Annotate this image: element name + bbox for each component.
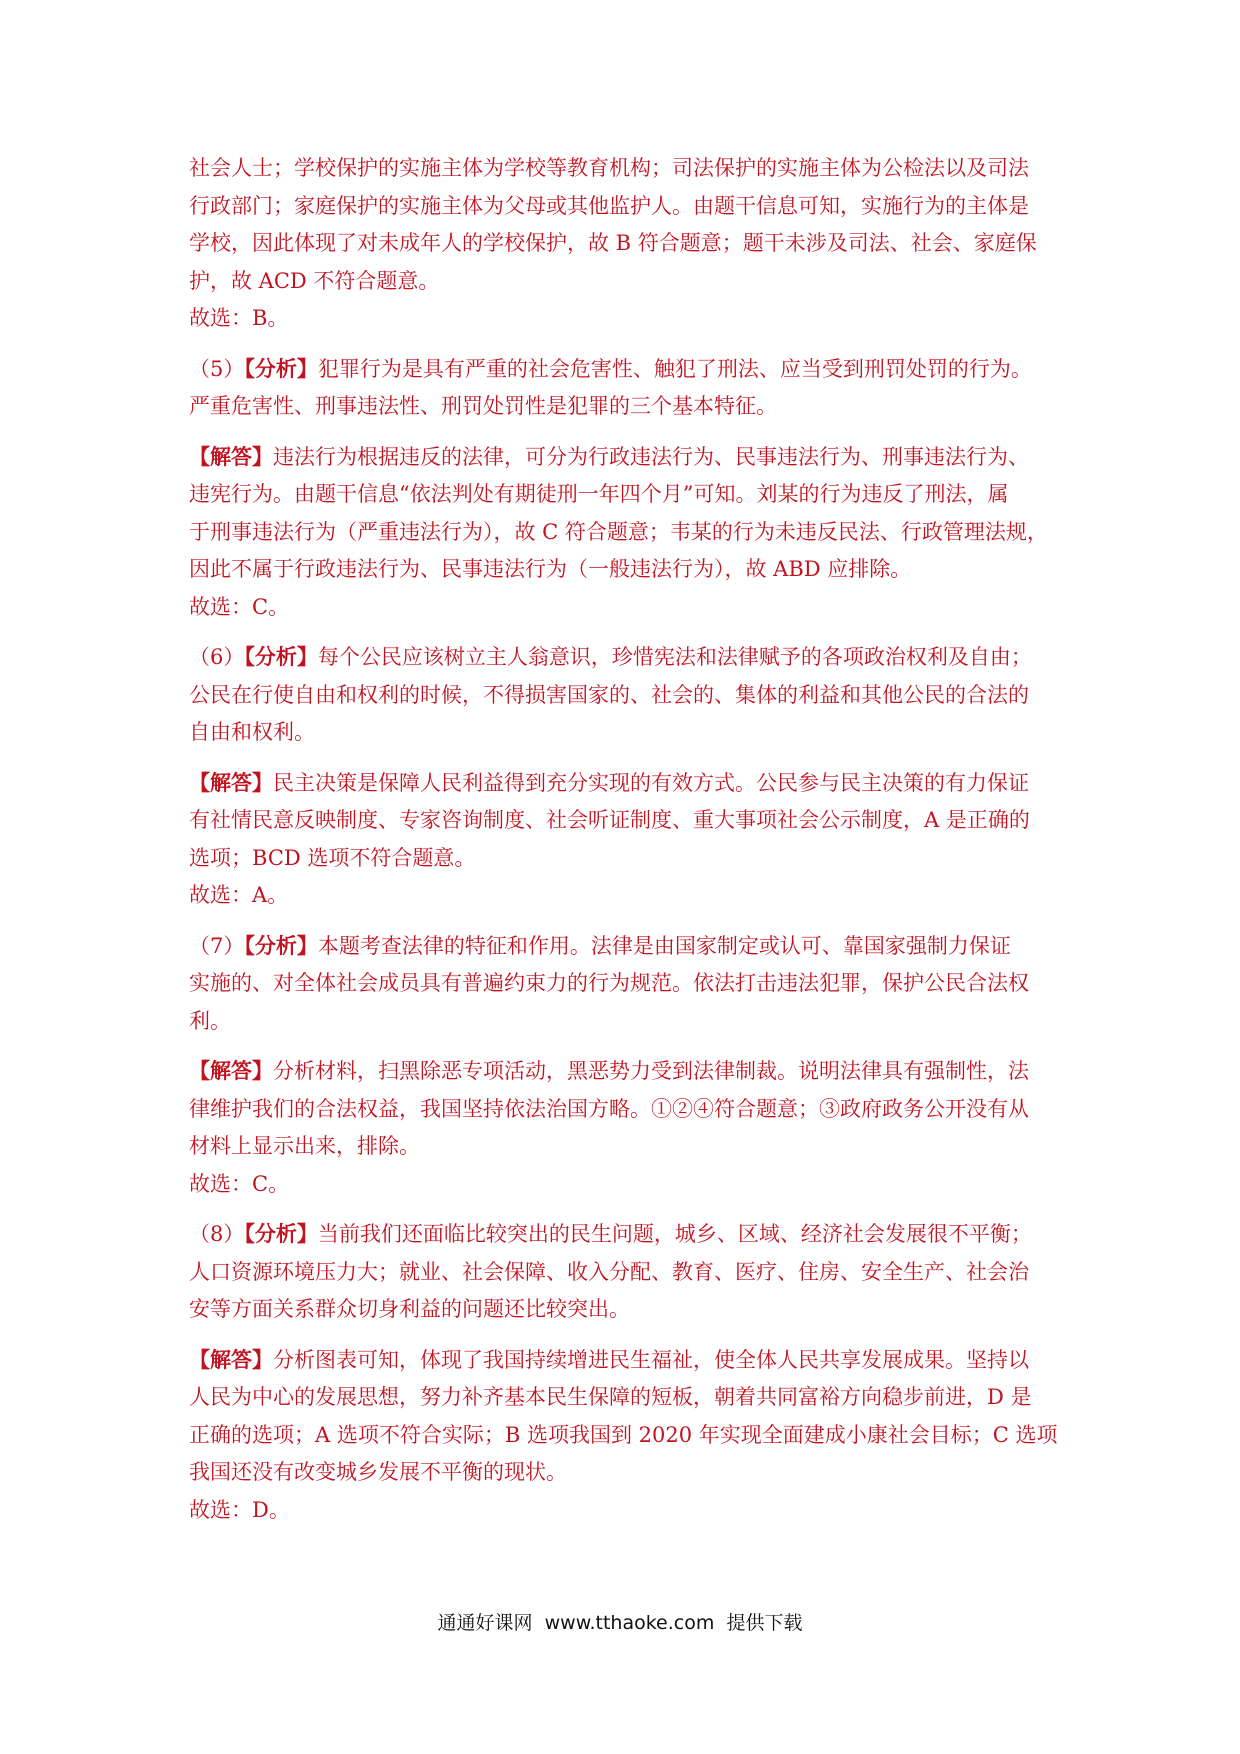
text-line: 犯罪行为是具有严重的社会危害性、触犯了刑法、应当受到刑罚处罚的行为。 xyxy=(317,356,1032,381)
analysis-tag: 【分析】 xyxy=(244,644,318,669)
text-line: 人口资源环境压力大；就业、社会保障、收入分配、教育、医疗、住房、安全生产、社会治 xyxy=(189,1259,1029,1284)
text-line: 选项；BCD 选项不符合题意。 xyxy=(189,845,476,870)
text-line: 正确的选项；A 选项不符合实际；B 选项我国到 2020 年实现全面建成小康社会目标；C 选项 xyxy=(189,1422,1058,1447)
q7-analysis xyxy=(189,927,1055,1041)
answer-choice: 故选：A。 xyxy=(189,883,289,907)
answer-tag: 【解答】 xyxy=(189,1346,273,1372)
text-line: 分析材料，扫黑除恶专项活动，黑恶势力受到法律制裁。说明法律具有强制性，法 xyxy=(273,1059,1029,1083)
analysis-tag: 【分析】 xyxy=(244,355,318,381)
text-line: 社会人士；学校保护的实施主体为学校等教育机构；司法保护的实施主体为公检法以及司法 xyxy=(189,156,1029,180)
answer-choice: 故选：B。 xyxy=(189,306,289,330)
answer-choice: 故选：C。 xyxy=(189,1171,290,1196)
analysis-tag: 【分析】 xyxy=(244,932,318,958)
answer-tag: 【解答】 xyxy=(189,443,273,469)
answer-tag: 【解答】 xyxy=(189,1058,273,1083)
text-line: 实施的、对全体社会成员具有普遍约束力的行为规范。依法打击违法犯罪，保护公民合法权 xyxy=(189,971,1029,995)
question-number: （8） xyxy=(189,1222,245,1246)
intro-paragraph xyxy=(189,150,1055,300)
answer-choice: 故选：D。 xyxy=(189,1497,290,1522)
q6-analysis xyxy=(189,638,1055,752)
text-line: 人民为中心的发展思想，努力补齐基本民生保障的短板，朝着共同富裕方向稳步前进，D 是 xyxy=(189,1385,1032,1409)
text-line: 因此不属于行政违法行为、民事违法行为（一般违法行为），故 ABD 应排除。 xyxy=(189,557,912,581)
question-number: （5） xyxy=(189,356,245,381)
text-line: 律维护我们的合法权益，我国坚持依法治国方略。①②④符合题意；③政府政务公开没有从 xyxy=(189,1096,1029,1121)
text-line: 我国还没有改变城乡发展不平衡的现状。 xyxy=(189,1460,567,1484)
q6-answer xyxy=(189,764,1055,878)
text-line: 每个公民应该树立主人翁意识，珍惜宪法和法律赋予的各项政治权利及自由； xyxy=(317,645,1032,669)
text-line: 违法行为根据违反的法律，可分为行政违法行为、民事违法行为、刑事违法行为、 xyxy=(273,444,1029,469)
text-line: 民主决策是保障人民利益得到充分实现的有效方式。公民参与民主决策的有力保证 xyxy=(273,770,1029,795)
text-line: 公民在行使自由和权利的时候，不得损害国家的、社会的、集体的利益和其他公民的合法的 xyxy=(189,682,1029,707)
text-line: 当前我们还面临比较突出的民生问题，城乡、区域、经济社会发展很不平衡； xyxy=(317,1222,1032,1246)
text-line: 自由和权利。 xyxy=(189,720,315,744)
analysis-tag: 【分析】 xyxy=(244,1221,318,1246)
text-line: 护，故 ACD 不符合题意。 xyxy=(189,268,440,293)
text-line: 利。 xyxy=(189,1008,231,1033)
text-line: 行政部门；家庭保护的实施主体为父母或其他监护人。由题干信息可知，实施行为的主体是 xyxy=(189,193,1029,218)
text-line: 材料上显示出来，排除。 xyxy=(189,1134,420,1158)
answer-tag: 【解答】 xyxy=(189,769,273,795)
text-line: 安等方面关系群众切身利益的问题还比较突出。 xyxy=(189,1297,630,1321)
q7-answer xyxy=(189,1052,1055,1166)
answer-content xyxy=(189,150,1058,1529)
answer-choice: 故选：C。 xyxy=(189,594,290,619)
question-number: （7） xyxy=(189,933,245,958)
q8-analysis xyxy=(189,1215,1055,1329)
question-number: （6） xyxy=(189,645,245,669)
text-line: 严重危害性、刑事违法性、刑罚处罚性是犯罪的三个基本特征。 xyxy=(189,394,777,418)
text-line: 学校，因此体现了对未成年人的学校保护，故 B 符合题意；题干未涉及司法、社会、家庭保 xyxy=(189,231,1037,255)
q8-answer xyxy=(189,1341,1058,1492)
text-line: 分析图表可知，体现了我国持续增进民生福祉，使全体人民共享发展成果。坚持以 xyxy=(273,1347,1029,1372)
text-line: 本题考查法律的特征和作用。法律是由国家制定或认可、靠国家强制力保证 xyxy=(317,933,1011,958)
text-line: 于刑事违法行为（严重违法行为），故 C 符合题意；韦某的行为未违反民法、行政管理法规， xyxy=(189,519,1048,544)
text-line: 违宪行为。由题干信息“依法判处有期徒刑一年四个月”可知。刘某的行为违反了刑法，属 xyxy=(189,482,1009,506)
q5-analysis xyxy=(189,350,1055,426)
q5-answer xyxy=(189,438,1055,589)
text-line: 有社情民意反映制度、专家咨询制度、社会听证制度、重大事项社会公示制度，A 是正确的 xyxy=(189,808,1030,832)
page-footer: 通通好课网 www.tthaoke.com 提供下载 xyxy=(437,1612,803,1634)
